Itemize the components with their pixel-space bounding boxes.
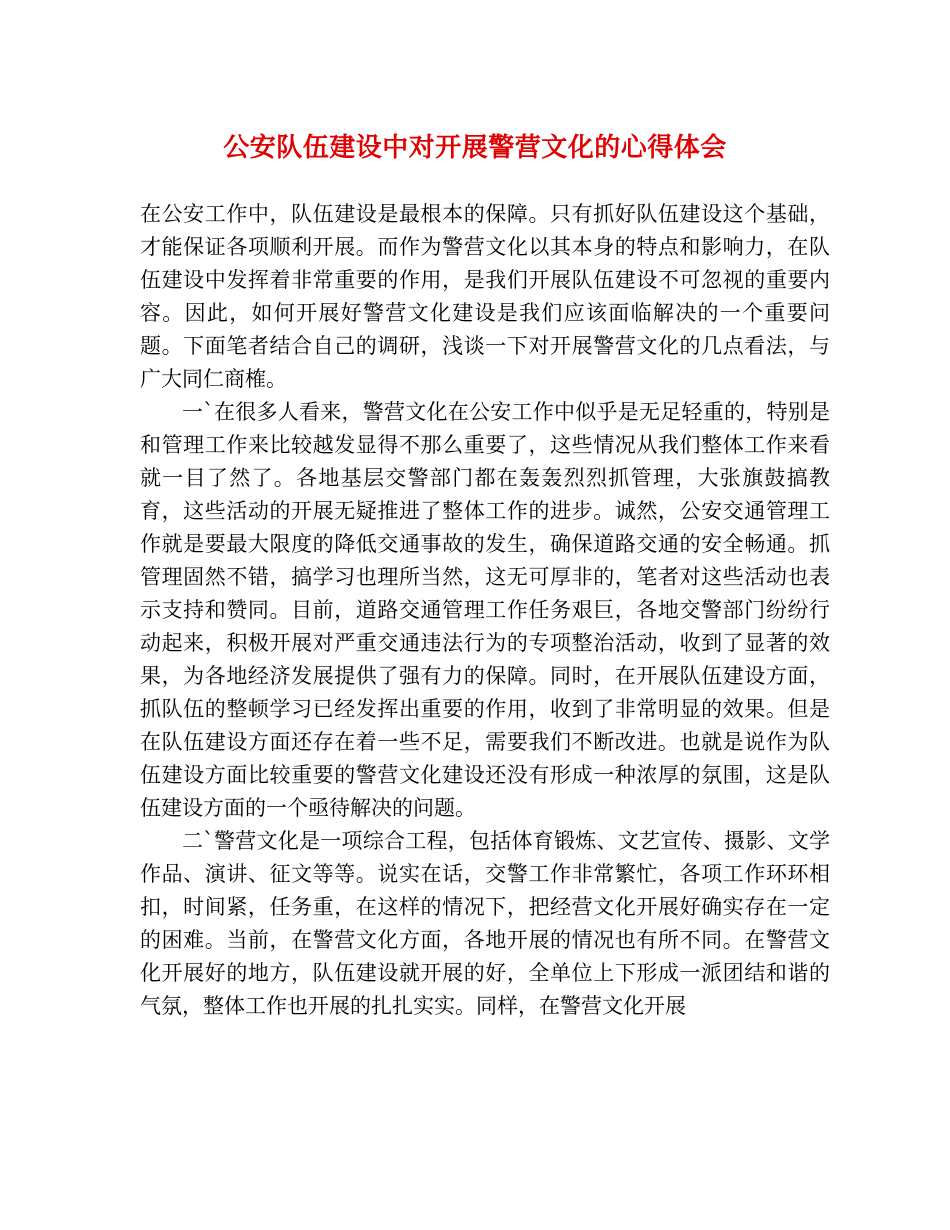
paragraph-one: 一`在很多人看来，警营文化在公安工作中似乎是无足轻重的，特别是和管理工作来比较越发显得不那么重要了，这些情况从我们整体工作来看就一目了然了。各地基层交警部门都在轰轰烈烈抓管理，大张旗鼓搞教育，这些活动的开展无疑推进了整体工作的进步。诚然，公安交通管理工作就是要最大限度的降低交通事故的发生，确保道路交通的安全畅通。抓管理固然不错，搞学习也理所当然，这无可厚非的，笔者对这些活动也表示支持和赞同。目前，道路交通管理工作任务艰巨，各地交警部门纷纷行动起来，积极开展对严重交通违法行为的专项整治活动，收到了显著的效果，为各地经济发展提供了强有力的保障。同时，在开展队伍建设方面，抓队伍的整顿学习已经发挥出重要的作用，收到了非常明显的效果。但是在队伍建设方面还存在着一些不足，需要我们不断改进。也就是说作为队伍建设方面比较重要的警营文化建设还没有形成一种浓厚的氛围，这是队伍建设方面的一个亟待解决的问题。 xyxy=(140,400,830,820)
paragraph-intro: 在公安工作中，队伍建设是最根本的保障。只有抓好队伍建设这个基础，才能保证各项顺利开展。而作为警营文化以其本身的特点和影响力，在队伍建设中发挥着非常重要的作用，是我们开展队伍建设不可忽视的重要内容。因此，如何开展好警营文化建设是我们应该面临解决的一个重要问题。下面笔者结合自己的调研，浅谈一下对开展警营文化的几点看法，与广大同仁商榷。 xyxy=(140,202,830,391)
document-body xyxy=(140,198,830,1023)
document-title: 公安队伍建设中对开展警营文化的心得体会 xyxy=(223,133,727,163)
paragraph-two: 二`警营文化是一项综合工程，包括体育锻炼、文艺宣传、摄影、文学作品、演讲、征文等等。说实在话，交警工作非常繁忙，各项工作环环相扣，时间紧，任务重，在这样的情况下，把经营文化开展好确实存在一定的困难。当前，在警营文化方面，各地开展的情况也有所不同。在警营文化开展好的地方，队伍建设就开展的好，全单位上下形成一派团结和谐的气氛，整体工作也开展的扎扎实实。同样，在警营文化开展 xyxy=(140,829,830,1018)
